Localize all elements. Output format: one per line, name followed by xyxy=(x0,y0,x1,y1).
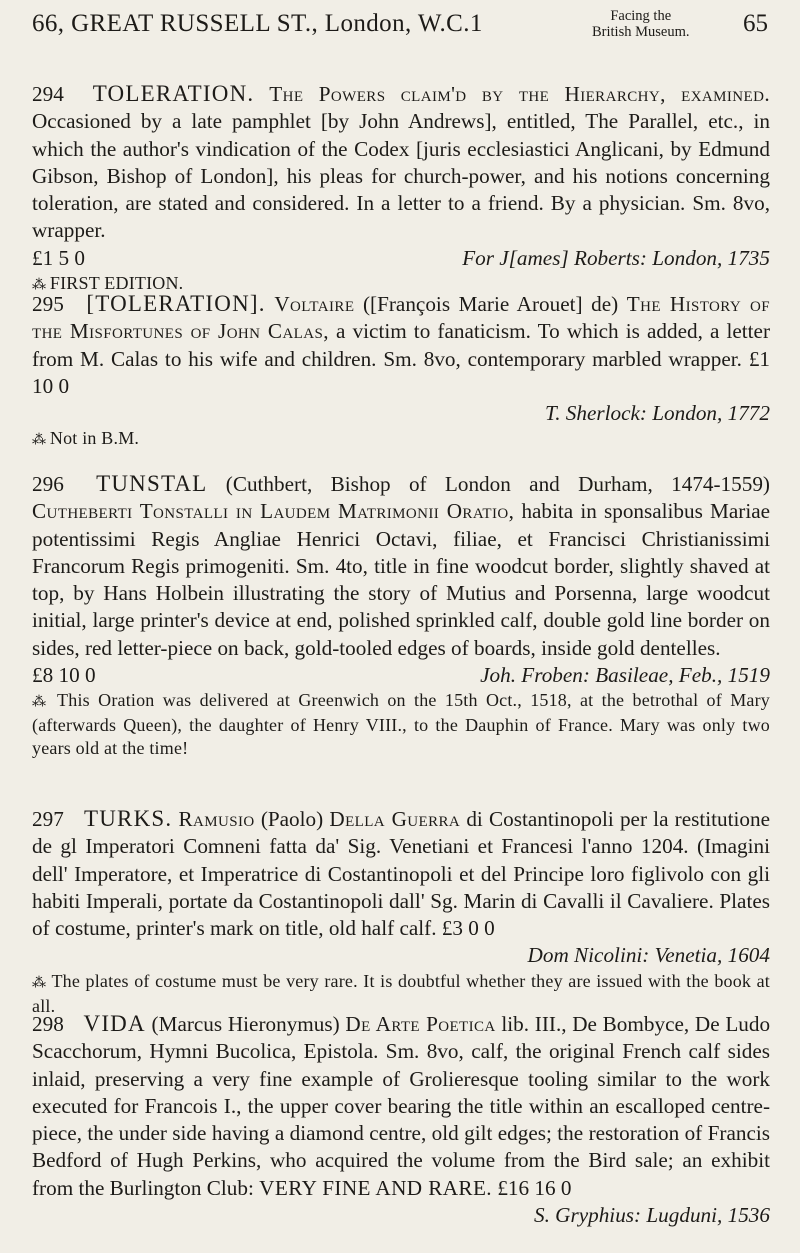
headword: TUNSTAL xyxy=(96,471,208,496)
entry-title: The History of the Misfortunes of John Calas, xyxy=(32,292,771,344)
entry-note: This Oration was delivered at Greenwich on the 15th Oct., 1518, at the betrothal of Mary (afterwards Queen), the daughter of Henry VIII., to the Dauphin of France. Mary was only two years old at the time! xyxy=(32,690,770,759)
entry-author-detail: (Paolo) xyxy=(260,807,324,831)
imprint: Joh. Froben: Basileae, Feb., 1519 xyxy=(480,663,770,688)
entry-note: The plates of costume must be very rare. It is doubtful whether they are issued with the book at all. xyxy=(32,970,770,1016)
price: £1 10 0 xyxy=(32,346,771,398)
lot-number: 296 xyxy=(32,472,64,496)
entry-title: The Powers claim'd by the Hierarchy, examined. xyxy=(269,82,771,106)
lot-number: 294 xyxy=(32,82,64,106)
note-marker: ⁂ xyxy=(32,975,52,991)
entry-body: di Costantinopoli per la restitutione de gl Imperatori Comneni fatta da' Sig. Venetiani et Francesi l'anno 1204. (Imagini dell' Imperatore, et Imperatrice di Costantinopoli et del Principe loro figlivolo con gli habiti Imperali, portate da Costantinopoli dall' Sg. Marin di Cavalli il Cavaliere. Plates of costume, printer's mark on title, old half calf. xyxy=(32,807,770,941)
price: £16 16 0 xyxy=(497,1175,572,1200)
facing-line-2: British Museum. xyxy=(592,24,690,40)
imprint: For J[ames] Roberts: London, 1735 xyxy=(462,245,770,270)
entry-title: De Arte Poetica xyxy=(345,1012,496,1036)
note-marker: ⁂ xyxy=(32,433,50,449)
running-title: 66, GREAT RUSSELL ST., London, W.C.1 xyxy=(32,10,483,37)
catalogue-entry-298 xyxy=(32,1010,770,1229)
page-number: 65 xyxy=(743,10,768,37)
entry-title: Cutheberti Tonstalli in Laudem Matrimonii Oratio, xyxy=(32,499,515,524)
imprint: S. Gryphius: Lugduni, 1536 xyxy=(533,1203,770,1228)
lot-number: 295 xyxy=(32,292,64,316)
entry-body: lib. III., De Bombyce, De Ludo Scacchorum, Hymni Bucolica, Epistola. Sm. 8vo, calf, the original French calf sides inlaid, preserving a very fine example of Grolieresque tooling similar to the work executed for Francois I., the upper cover bearing the title within an escalloped centre-piece, the under side having a diamond centre, old gilt edges; the restoration of Francis Bedford of Hugh Perkins, who acquired the volume from the Bird sale; an exhibit from the Burlington Club: xyxy=(32,1012,771,1200)
headword: VIDA xyxy=(83,1011,146,1036)
headword: [TOLERATION]. xyxy=(86,291,266,316)
entry-body: a victim to fanaticism. To which is added, a letter from M. Calas to his wife and children. Sm. 8vo, contemporary marbled wrapper. xyxy=(32,319,771,371)
entry-author: Ramusio xyxy=(178,807,255,831)
catalogue-entry-296 xyxy=(32,470,770,760)
entry-author-detail: ([François Marie Arouet] de) xyxy=(362,292,619,316)
note-marker: ⁂ xyxy=(32,695,58,711)
price: £3 0 0 xyxy=(441,916,495,941)
entry-title: Della Guerra xyxy=(329,807,461,831)
headword: TOLERATION. xyxy=(92,81,255,106)
entry-note: FIRST EDITION. xyxy=(49,273,184,294)
entry-body: Occasioned by a late pamphlet [by John Andrews], entitled, The Parallel, etc., in which the author's vindication of the Codex [juris ecclesiastici Anglicani, by Edmund Gibson, Bishop of London], his pleas for church-power, and his notions concerning toleration, are stated and considered. In a letter to a friend. By a physician. Sm. 8vo, wrapper. xyxy=(32,109,770,243)
entry-body: habita in sponsalibus Mariae potentissimi Regis Angliae Henrici Octavi, filiae, et Francisci Christianissimi Francorum Regis primogeniti. Sm. 4to, title in fine woodcut border, slightly shaved at top, by Hans Holbein illustrating the story of Mutius and Porsenna, large woodcut initial, large printer's device at end, polished sprinkled calf, double gold line border on sides, red letter-piece on back, gold-tooled edges of boards, inside gold dentelles. xyxy=(32,499,771,660)
rating: VERY FINE AND RARE. xyxy=(259,1175,493,1200)
running-head xyxy=(32,6,768,54)
lot-number: 297 xyxy=(32,807,64,831)
imprint: Dom Nicolini: Venetia, 1604 xyxy=(527,943,770,968)
entry-note: Not in B.M. xyxy=(49,428,140,449)
price: £8 10 0 xyxy=(32,663,96,688)
entry-author: Voltaire xyxy=(274,292,355,316)
facing-note xyxy=(592,8,689,40)
catalogue-entry-297 xyxy=(32,805,770,1018)
facing-line-1: Facing the xyxy=(610,8,672,24)
entry-author-detail: (Marcus Hieronymus) xyxy=(151,1012,340,1036)
catalogue-entry-295 xyxy=(32,290,770,452)
lot-number: 298 xyxy=(32,1012,64,1036)
entry-author-detail: (Cuthbert, Bishop of London and Durham, 1474-1559) xyxy=(225,472,770,496)
imprint: T. Sherlock: London, 1772 xyxy=(544,401,770,426)
headword: TURKS. xyxy=(83,806,173,831)
price: £1 5 0 xyxy=(32,245,85,270)
catalogue-entry-294 xyxy=(32,80,770,297)
note-marker: ⁂ xyxy=(32,278,50,294)
